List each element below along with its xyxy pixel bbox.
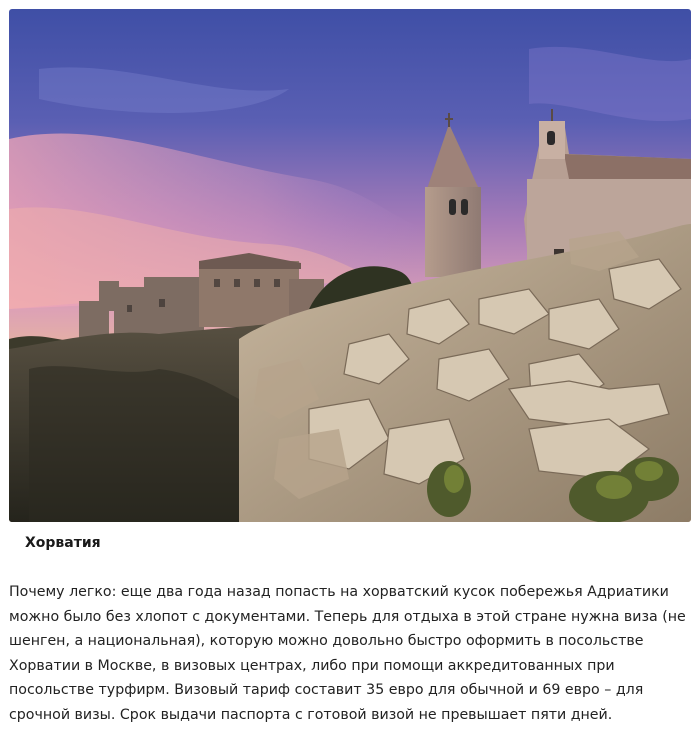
article-paragraph: Почему легко: еще два года назад попасть на хорватский кусок побережья Адриатики можно было без хлопот с документами. Теперь для отдыха в этой стране нужна виза (не шенген, а национальная), которую можно довольно быстро оформить в посольстве Хорватии в Москве, в визовых центрах, либо при помощи аккредитованных при посольстве турфирм. Визовый тариф составит 35 евро для обычной и 69 евро – для срочной визы. Срок выдачи паспорта с готовой визой не превышает пяти дней.: [9, 584, 686, 723]
photo-caption: Хорватия: [25, 535, 101, 551]
croatia-hilltop-church-photo: [9, 9, 691, 522]
